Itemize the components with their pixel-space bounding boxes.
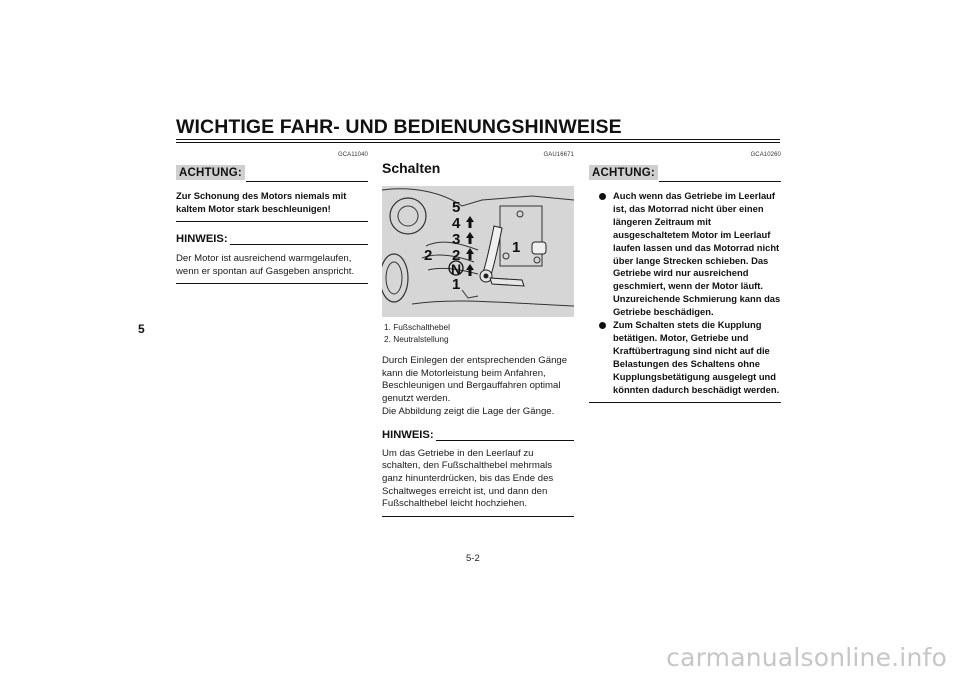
hinweis-heading xyxy=(382,425,574,445)
achtung-heading xyxy=(589,160,781,183)
left-column xyxy=(176,152,368,284)
achtung-code: GCA10260 xyxy=(750,152,781,158)
bullet-icon xyxy=(599,193,606,200)
page-title: WICHTIGE FAHR- UND BEDIENUNGSHINWEISE xyxy=(176,116,622,138)
bullet-icon xyxy=(599,322,606,329)
hinweis-rule xyxy=(436,440,574,441)
hinweis-text: Der Motor ist ausreichend warmgelaufen, wenn er spontan auf Gasgeben anspricht. xyxy=(176,253,355,277)
bullet-text: Auch wenn das Getriebe im Leerlauf ist, das Motorrad nicht über einen längeren Zeitraum mit ausgeschaltetem Motor im Leerlauf laufen lassen und das Motorrad nicht über lange Strecken schieben. Das Getriebe wird nur ausreichend geschmiert, wenn der Motor läuft. Unzureichende Schmierung kann das Getriebe beschädigen. xyxy=(613,190,781,318)
bullet-text: Zum Schalten stets die Kupplung betätigen. Motor, Getriebe und Kraftübertragung sind nicht auf die Belastungen des Schaltens ohne Kupplungsbetätigung ausgelegt und könnten dadurch beschädigt werden. xyxy=(613,319,780,395)
chapter-tab: 5 xyxy=(138,322,145,336)
gear-shift-figure xyxy=(382,186,574,317)
hinweis-end-rule xyxy=(382,516,574,517)
middle-column xyxy=(382,152,574,517)
section-body: Durch Einlegen der entsprechenden Gänge kann die Motorleistung beim Anfahren, Beschleunigen und Bergauffahren optimal genutzt werden. Die Abbildung zeigt die Lage der Gänge. xyxy=(382,355,568,417)
section-code: GAU16671 xyxy=(543,152,574,158)
title-rule xyxy=(176,139,780,143)
achtung-bullet-list xyxy=(589,190,781,397)
callout-2: 2 xyxy=(424,247,433,264)
achtung-rule xyxy=(246,181,368,182)
hinweis-label: HINWEIS: xyxy=(176,233,228,245)
legend-item: 2. Neutralstellung xyxy=(384,334,449,344)
gear-label-3: 3 xyxy=(452,231,461,248)
hinweis-text: Um das Getriebe in den Leerlauf zu schalten, den Fußschalthebel mehrmals ganz hinunterdrücken, bis das Ende des Schaltweges erreicht ist, und dann den Fußschalthebel leicht hochziehen. xyxy=(382,447,554,510)
gear-label-1: 1 xyxy=(452,276,461,293)
achtung-label: ACHTUNG: xyxy=(589,165,658,180)
list-item xyxy=(589,190,781,319)
gear-label-2-neutral-side: 2 xyxy=(452,247,461,264)
watermark: carmanualsonline.info xyxy=(666,643,947,672)
gear-label-n: N xyxy=(451,261,462,277)
hinweis-label: HINWEIS: xyxy=(382,428,434,441)
section-title: Schalten xyxy=(382,160,441,176)
page-number: 5-2 xyxy=(466,553,480,564)
legend-item: 1. Fußschalthebel xyxy=(384,322,450,332)
achtung-rule xyxy=(659,181,781,182)
callout-1: 1 xyxy=(512,239,521,256)
achtung-code: GCA11040 xyxy=(337,152,368,158)
achtung-end-rule xyxy=(176,221,368,222)
gear-label-4: 4 xyxy=(452,215,461,232)
hinweis-rule xyxy=(230,244,368,245)
hinweis-heading xyxy=(176,229,368,249)
gear-label-5: 5 xyxy=(452,199,461,216)
gear-shift-illustration xyxy=(382,186,574,317)
achtung-text: Zur Schonung des Motors niemals mit kaltem Motor stark beschleunigen! xyxy=(176,190,347,214)
right-column xyxy=(589,152,781,403)
figure-legend xyxy=(382,321,574,345)
achtung-end-rule xyxy=(589,402,781,403)
hinweis-end-rule xyxy=(176,283,368,284)
list-item xyxy=(589,319,781,396)
achtung-heading xyxy=(176,160,368,183)
achtung-label: ACHTUNG: xyxy=(176,165,245,180)
